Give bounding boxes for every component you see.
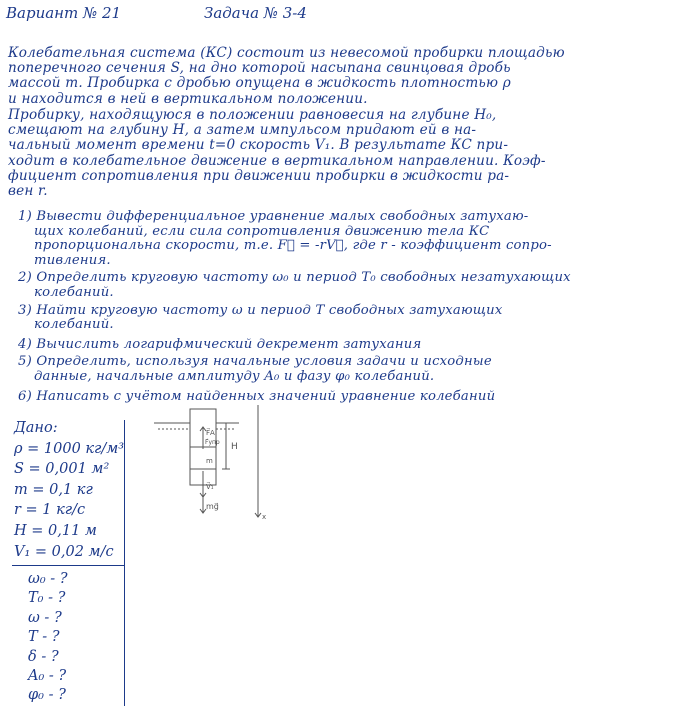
task-heading: Задача № 3-4 [204,4,307,22]
unknown-item: δ - ? [28,648,59,665]
description-line: чальный момент времени t=0 скорость V₁. В результате КС при- [8,137,509,154]
task-line: 1) Вывести дифференциальное уравнение малых свободных затухаю- [18,209,529,224]
given-block [14,418,132,562]
task-line: данные, начальные амплитуду A₀ и фазу φ₀ колебаний. [34,368,435,384]
intro-line: и находится в ней в вертикальном положении. [8,90,368,107]
unknown-item: T - ? [28,629,60,646]
given-item: V₁ = 0,02 м/с [14,543,114,560]
velocity-label: V⃗₁ [206,483,214,491]
task-line: 5) Определить, используя начальные условия задачи и исходные [18,354,492,370]
given-item: ρ = 1000 кг/м³ [14,440,125,457]
intro-line: Колебательная система (КС) состоит из невесомой пробирки площадью [8,45,565,61]
task-line: колебаний. [34,317,114,333]
intro-line: массой m. Пробирка с дробью опущена в жидкость плотностью ρ [8,75,511,92]
unknowns-block [28,570,68,706]
variant-heading: Вариант № 21 [6,4,122,22]
mass-label: m [206,457,213,465]
task-line: 4) Вычислить логарифмический декремент затухания [18,336,422,352]
description-line: фициент сопротивления при движении пробирки в жидкости ра- [8,167,510,184]
task-line: колебаний. [34,284,114,300]
task-list [18,210,571,404]
task-item [18,210,571,268]
given-divider [12,565,125,566]
task-line: пропорциональна скорости, т.е. F⃗ = -rV⃗, где r - коэффициент сопро- [34,238,552,254]
description-line: ходит в колебательное движение в вертикальном направлении. Коэф- [8,152,546,169]
task-line: 2) Определить круговую частоту ω₀ и период T₀ свободных незатухающих [18,270,571,286]
description-line: Пробирку, находящуюся в положении равновесия на глубине H₀, [8,107,497,123]
x-axis-label: x [262,513,267,521]
unknown-item: T₀ - ? [28,590,66,607]
task-line: щих колебаний, если сила сопротивления движению тела КС [34,223,490,239]
task-item [18,355,571,384]
description-line: вен r. [8,183,48,200]
unknown-item: ω₀ - ? [28,571,68,587]
given-item: H = 0,11 м [14,522,97,539]
unknown-item: ω - ? [28,609,62,626]
archimedes-force-label: F⃗A [206,429,215,437]
task-line: тивления. [34,252,111,268]
task-item [18,390,571,405]
task-line: 3) Найти круговую частоту ω и период T свободных затухающих [18,302,503,318]
problem-intro [8,46,565,107]
given-vertical-rule [124,420,125,706]
task-item [18,271,571,300]
given-item: r = 1 кг/с [14,502,86,519]
given-item: m = 0,1 кг [14,481,93,498]
test-tube-figure [154,405,274,525]
elastic-force-label: F⃗упр [205,439,220,446]
problem-description [8,108,546,199]
task-item [18,304,571,333]
gravity-label: mg⃗ [206,502,219,511]
h-label: H [231,442,238,452]
given-item: S = 0,001 м² [14,461,110,478]
unknown-item: A₀ - ? [28,668,67,685]
task-item [18,338,571,353]
given-title: Дано: [14,420,58,436]
unknown-item: φ₀ - ? [28,687,66,704]
intro-line: поперечного сечения S, на дно которой насыпана свинцовая дробь [8,60,511,77]
description-line: смещают на глубину H, а затем импульсом придают ей в на- [8,122,477,139]
task-line: 6) Написать с учётом найденных значений уравнение колебаний [18,388,496,404]
